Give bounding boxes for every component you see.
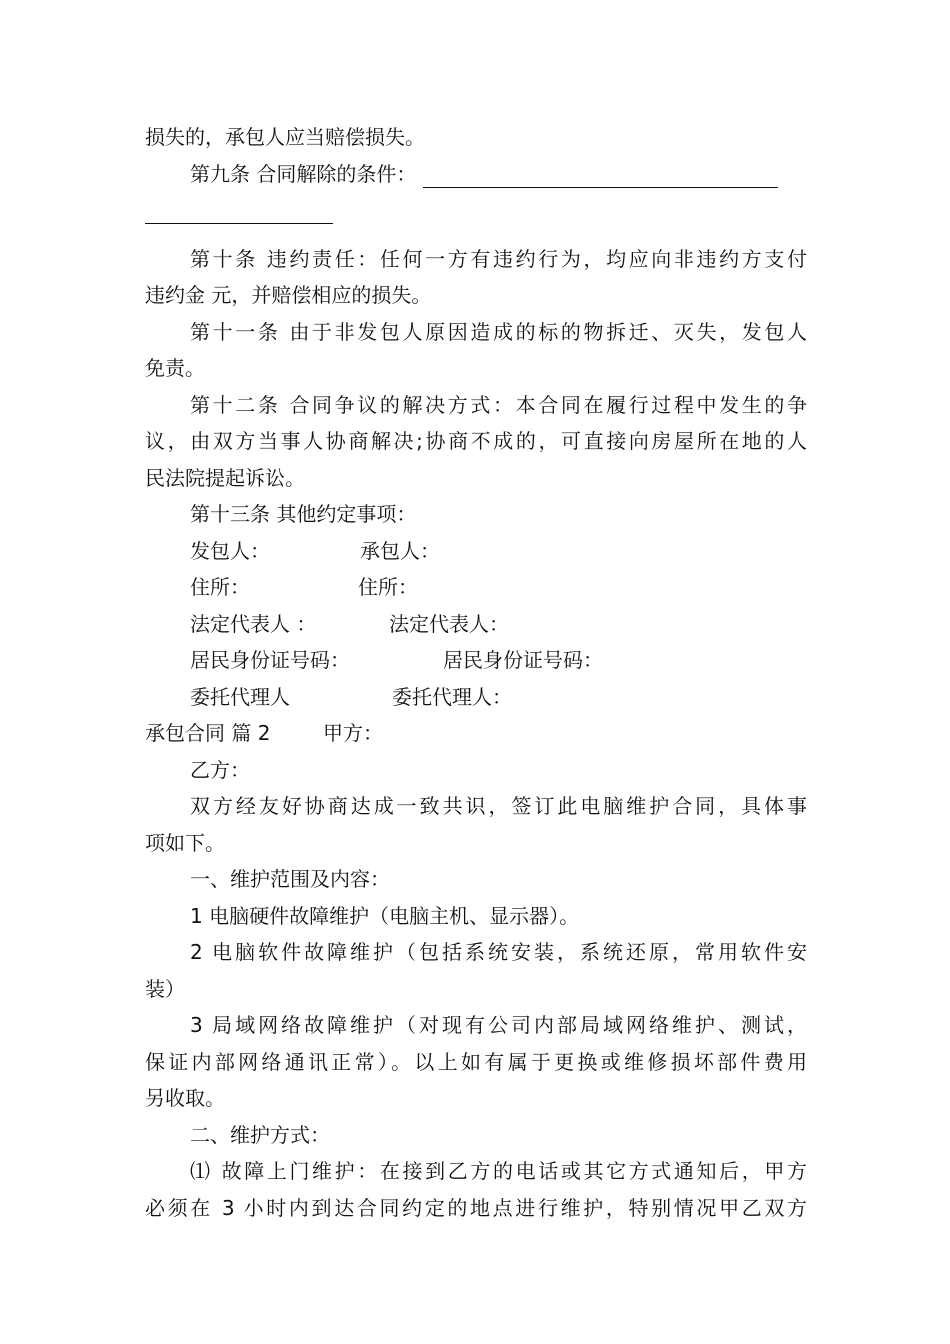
section-2-heading: 二、维护方式： [190,1122,330,1147]
id-label-2: 居民身份证号码： [443,648,603,672]
clause-9 [145,156,807,193]
agent-label-2: 委托代理人： [392,684,512,709]
text-line: 项如下。 [145,830,225,855]
text-line: 另收取。 [145,1086,225,1110]
text-line: 民法院提起诉讼。 [145,465,305,490]
signature-row-party [145,533,807,570]
intro-paragraph: 双方经友好协商达成一致共识，签订此电脑维护合同，具体事 [190,794,807,818]
section-1-heading: 一、维护范围及内容： [190,867,390,891]
text-line: 保证内部网络通讯正常）。以上如有属于更换或维修损坏部件费用 [145,1049,807,1074]
employer-label: 发包人： [190,538,270,563]
blank-line [423,163,778,188]
blank-line-continued [145,192,807,229]
signature-row-representative [145,606,807,643]
id-label-1: 居民身份证号码： [190,648,350,672]
representative-label-2: 法定代表人： [389,611,509,636]
item-3: 3 局域网络故障维护（对现有公司内部局域网络维护、测试， [190,1013,807,1037]
address-label-1: 住所： [190,575,250,599]
signature-row-id [145,642,807,679]
clause-9-text: 第九条 合同解除的条件： [190,161,417,186]
contract-2-heading-row [145,715,807,752]
clause-10: 第十条 违约责任：任何一方有违约行为，均应向非违约方支付 [190,246,807,271]
signature-row-agent [145,679,807,716]
representative-label-1: 法定代表人 ： [190,611,317,636]
text-line: 必须在 3 小时内到达合同约定的地点进行维护，特别情况甲乙双方 [145,1195,807,1220]
text-line: 损失的，承包人应当赔偿损失。 [145,125,425,149]
item-1: 1 电脑硬件故障维护（电脑主机、显示器）。 [190,903,580,928]
clause-11: 第十一条 由于非发包人原因造成的标的物拆迁、灭失，发包人 [190,319,807,344]
document-body [145,119,807,1226]
text-line: 违约金 元，并赔偿相应的损失。 [145,283,432,307]
party-b-label: 乙方： [190,757,250,782]
text-line: 免责。 [145,356,205,380]
party-a-label: 甲方： [323,721,383,745]
text-line: 议，由双方当事人协商解决;协商不成的，可直接向房屋所在地的人 [145,429,807,453]
text-line: 装） [145,976,185,1001]
signature-row-address [145,569,807,606]
address-label-2: 住所： [358,575,418,599]
item-2: 2 电脑软件故障维护（包括系统安装，系统还原，常用软件安 [190,940,807,964]
method-1: ⑴ 故障上门维护：在接到乙方的电话或其它方式通知后，甲方 [190,1159,807,1183]
agent-label-1: 委托代理人 [190,684,290,709]
blank-line [145,199,333,224]
clause-13: 第十三条 其他约定事项： [190,502,417,526]
contract-2-heading: 承包合同 篇 2 [145,721,271,745]
contractor-label: 承包人： [360,538,440,563]
clause-12: 第十二条 合同争议的解决方式：本合同在履行过程中发生的争 [190,392,807,417]
